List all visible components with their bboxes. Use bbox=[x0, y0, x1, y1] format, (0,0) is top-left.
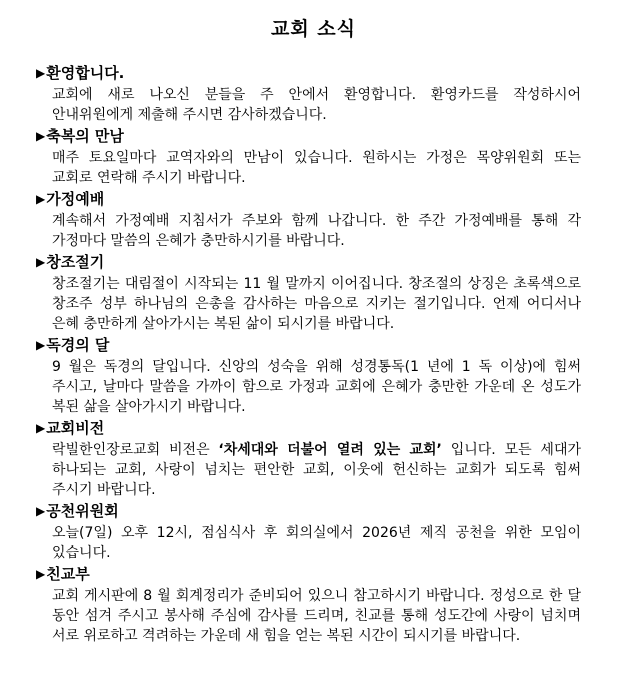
heading-text: 가정예배 bbox=[46, 190, 105, 208]
heading-text: 독경의 달 bbox=[46, 336, 110, 354]
heading-text: 환영합니다. bbox=[46, 64, 125, 82]
triangle-marker-icon: ▶ bbox=[36, 66, 46, 80]
section-body bbox=[36, 440, 587, 500]
section-scripture-month bbox=[36, 335, 587, 417]
heading-text: 친교부 bbox=[46, 565, 90, 583]
section-blessing-meeting bbox=[36, 126, 587, 188]
section-heading bbox=[36, 564, 587, 586]
triangle-marker-icon: ▶ bbox=[36, 192, 46, 206]
heading-text: 창조절기 bbox=[46, 253, 105, 271]
section-heading bbox=[36, 418, 587, 440]
section-fellowship bbox=[36, 564, 587, 646]
section-heading bbox=[36, 189, 587, 211]
triangle-marker-icon: ▶ bbox=[36, 421, 46, 435]
section-heading bbox=[36, 335, 587, 357]
section-heading bbox=[36, 501, 587, 523]
triangle-marker-icon: ▶ bbox=[36, 504, 46, 518]
section-body: 매주 토요일마다 교역자와의 만남이 있습니다. 원하시는 가정은 목양위원회 또는 교회로 연락해 주시기 바랍니다. bbox=[52, 150, 581, 186]
section-nomination-committee bbox=[36, 501, 587, 563]
section-body: 창조절기는 대림절이 시작되는 11 월 말까지 이어집니다. 창조절의 상징은 초록색으로 창조주 성부 하나님의 은총을 감사하는 마음으로 지키는 절기입니다. 언제 어디서나 은혜 충만하게 살아가시는 복된 삶이 되시기를 바랍니다. bbox=[52, 276, 581, 332]
triangle-marker-icon: ▶ bbox=[36, 338, 46, 352]
triangle-marker-icon: ▶ bbox=[36, 255, 46, 269]
section-welcome bbox=[36, 63, 587, 125]
section-body: 오늘(7일) 오후 12시, 점심식사 후 회의실에서 2026년 제직 공천을 위한 모임이 있습니다. bbox=[52, 525, 581, 561]
section-creation-season bbox=[36, 252, 587, 334]
triangle-marker-icon: ▶ bbox=[36, 129, 46, 143]
heading-text: 공천위원회 bbox=[46, 502, 119, 520]
vision-text-pre: 락빌한인장로교회 비전은 bbox=[52, 442, 219, 458]
section-heading bbox=[36, 63, 587, 85]
section-church-vision bbox=[36, 418, 587, 500]
section-family-worship bbox=[36, 189, 587, 251]
heading-text: 교회비전 bbox=[46, 419, 105, 437]
page-title: 교회 소식 bbox=[270, 18, 357, 40]
section-body: 9 월은 독경의 달입니다. 신앙의 성숙을 위해 성경통독(1 년에 1 독 이상)에 힘써 주시고, 날마다 말씀을 가까이 함으로 가정과 교회에 은혜가 충만한 가운데 온 성도가 복된 삶을 살아가시기 바랍니다. bbox=[52, 359, 581, 415]
section-heading bbox=[36, 126, 587, 148]
section-body: 계속해서 가정예배 지침서가 주보와 함께 나갑니다. 한 주간 가정예배를 통해 각 가정마다 말씀의 은혜가 충만하시기를 바랍니다. bbox=[52, 213, 581, 249]
heading-text: 축복의 만남 bbox=[46, 127, 124, 145]
section-body: 교회 게시판에 8 월 회계정리가 준비되어 있으니 참고하시기 바랍니다. 정성으로 한 달 동안 섬겨 주시고 봉사해 주심에 감사를 드리며, 친교를 통해 성도간에 사랑이 넘치며 서로 위로하고 격려하는 가운데 새 힘을 얻는 복된 시간이 되시기를 바랍니다. bbox=[52, 588, 581, 644]
triangle-marker-icon: ▶ bbox=[36, 567, 46, 581]
section-heading bbox=[36, 252, 587, 274]
vision-statement: ‘차세대와 더불어 열려 있는 교회’ bbox=[218, 442, 442, 458]
vision-text-post: 입니다. 모든 세대가 하나되는 교회, 사랑이 넘치는 편안한 교회, 이웃에 헌신하는 교회가 되도록 힘써 주시기 바랍니다. bbox=[52, 442, 581, 498]
section-body: 교회에 새로 나오신 분들을 주 안에서 환영합니다. 환영카드를 작성하시어 안내위원에게 제출해 주시면 감사하겠습니다. bbox=[52, 87, 581, 123]
